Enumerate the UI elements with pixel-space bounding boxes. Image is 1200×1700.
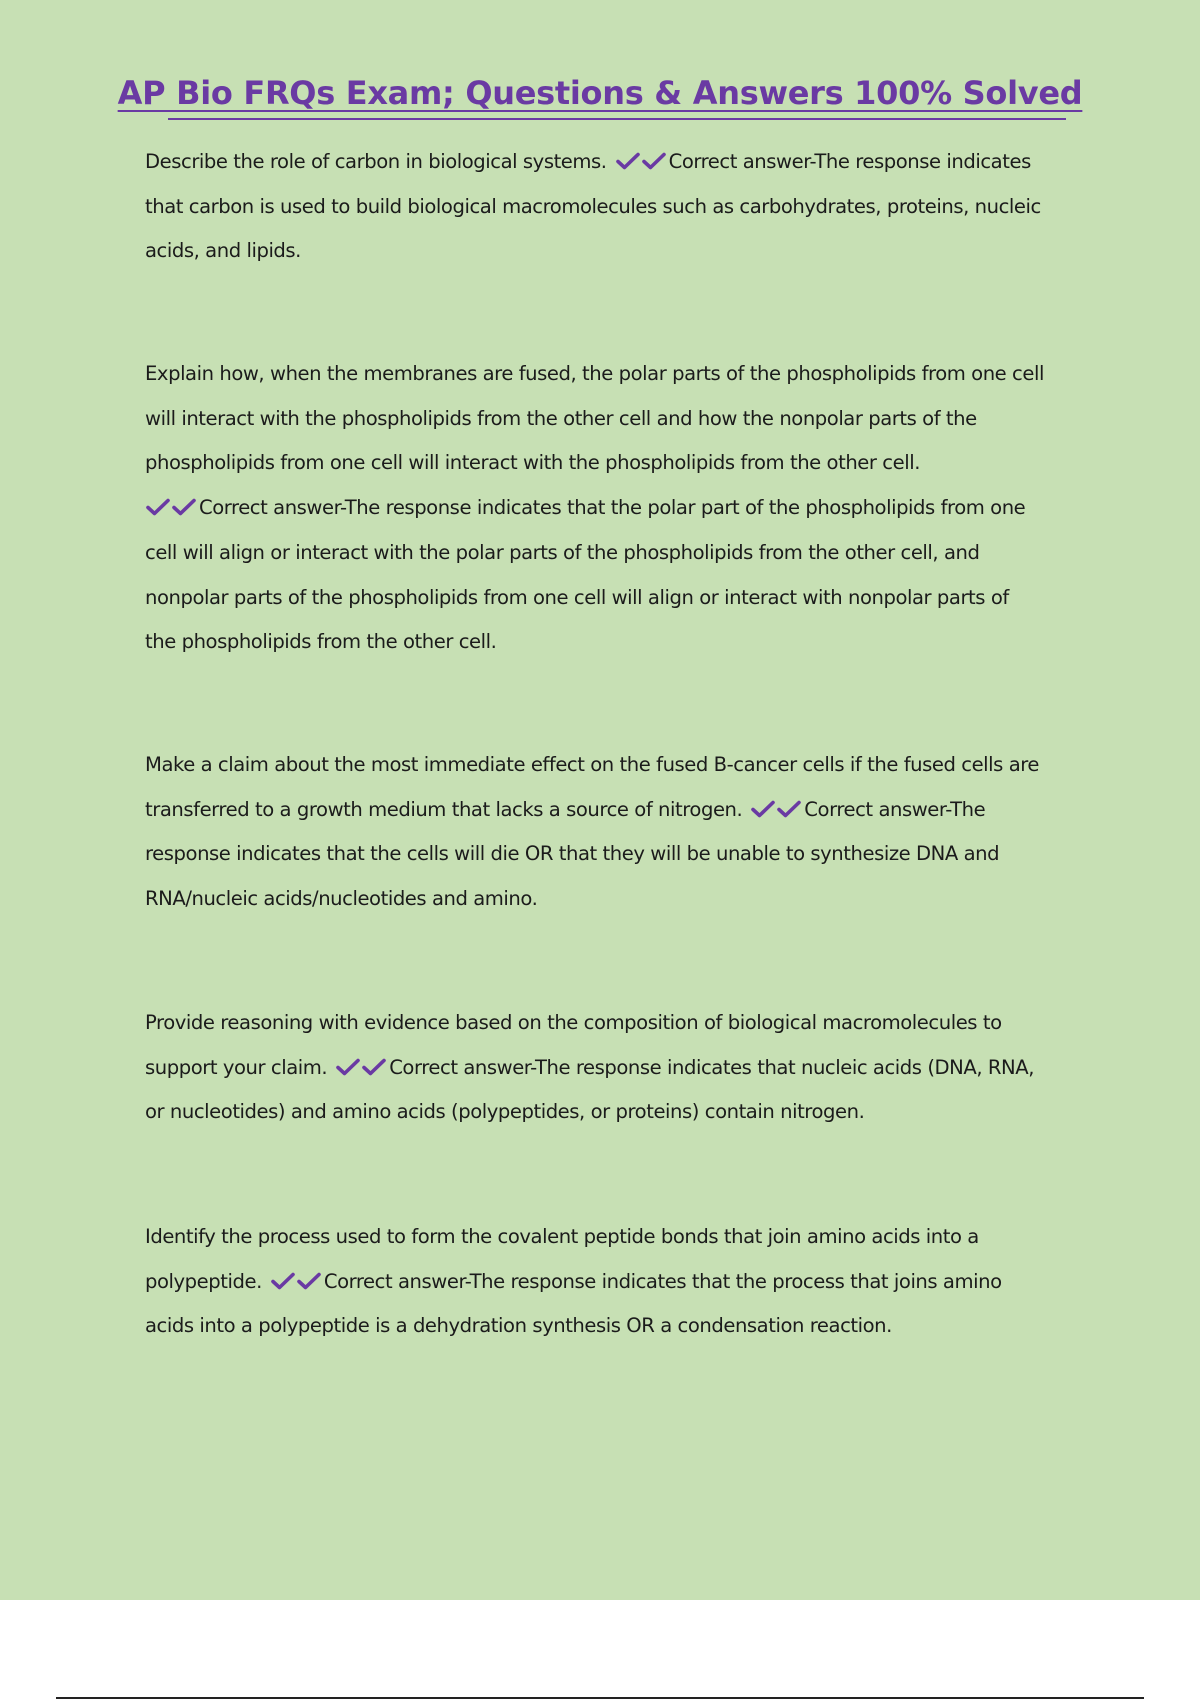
qa-item-5 [145, 1215, 1085, 1349]
document-title: AP Bio FRQs Exam; Questions & Answers 100% Solved [117, 74, 1083, 112]
check-icon [641, 151, 667, 171]
text-line: acids, and lipids. [145, 239, 301, 263]
text-line [145, 1046, 1085, 1091]
check-icon [750, 799, 776, 819]
double-check-marks [750, 788, 802, 833]
question-text: Describe the role of carbon in biological systems. [145, 150, 607, 173]
answer-text: Correct answer-The response indicates that nucleic acids (DNA, RNA, [389, 1055, 1034, 1079]
text-line: Provide reasoning with evidence based on the composition of biological macromolecules to [145, 1011, 1002, 1034]
check-icon [296, 1271, 322, 1291]
text-line: Make a claim about the most immediate effect on the fused B-cancer cells if the fused cells are [145, 753, 1040, 776]
qa-item-3 [145, 743, 1085, 922]
qa-item-2 [145, 352, 1085, 665]
answer-text: Correct answer-The response indicates that the process that joins amino [323, 1269, 1002, 1293]
question-text: support your claim. [145, 1055, 328, 1079]
text-line [145, 788, 1085, 833]
answer-text: Correct answer-The [804, 797, 986, 821]
text-line: RNA/nucleic acids/nucleotides and amino. [145, 887, 538, 911]
title-underline [168, 118, 1066, 120]
text-line: phospholipids from one cell will interact with the phospholipids from the other cell. [145, 451, 920, 475]
qa-item-1 [145, 140, 1085, 274]
text-line: cell will align or interact with the polar parts of the phospholipids from the other cell, and [145, 540, 980, 564]
double-check-marks [615, 140, 667, 185]
text-line: Explain how, when the membranes are fused, the polar parts of the phospholipids from one cell [145, 362, 1044, 385]
check-icon [270, 1271, 296, 1291]
footer-divider [56, 1697, 1144, 1699]
answer-text: Correct answer-The response indicates [668, 150, 1031, 173]
check-icon [615, 151, 641, 171]
question-text: transferred to a growth medium that lacks a source of nitrogen. [145, 797, 743, 821]
answer-text: Correct answer-The response indicates that the polar part of the phospholipids from one [199, 496, 1026, 520]
double-check-marks [270, 1260, 322, 1305]
text-line [145, 1260, 1085, 1305]
text-line: nonpolar parts of the phospholipids from one cell will align or interact with nonpolar parts of [145, 585, 1009, 609]
qa-item-4 [145, 1001, 1085, 1135]
text-line: response indicates that the cells will die OR that they will be unable to synthesize DNA and [145, 842, 1000, 866]
text-line: the phospholipids from the other cell. [145, 630, 497, 654]
check-icon [361, 1057, 387, 1077]
text-line: Identify the process used to form the covalent peptide bonds that join amino acids into a [145, 1225, 979, 1248]
double-check-marks [335, 1046, 387, 1091]
question-text: polypeptide. [145, 1269, 262, 1293]
text-line: will interact with the phospholipids from the other cell and how the nonpolar parts of the [145, 406, 977, 430]
check-icon [335, 1057, 361, 1077]
text-line: that carbon is used to build biological macromolecules such as carbohydrates, proteins, nucleic [145, 194, 1041, 218]
check-icon [145, 497, 171, 517]
text-line: acids into a polypeptide is a dehydration synthesis OR a condensation reaction. [145, 1314, 892, 1338]
text-line: or nucleotides) and amino acids (polypeptides, or proteins) contain nitrogen. [145, 1100, 865, 1124]
check-icon [171, 497, 197, 517]
text-line [145, 486, 1085, 531]
check-icon [776, 799, 802, 819]
text-line [145, 140, 1085, 185]
double-check-marks [145, 486, 197, 531]
